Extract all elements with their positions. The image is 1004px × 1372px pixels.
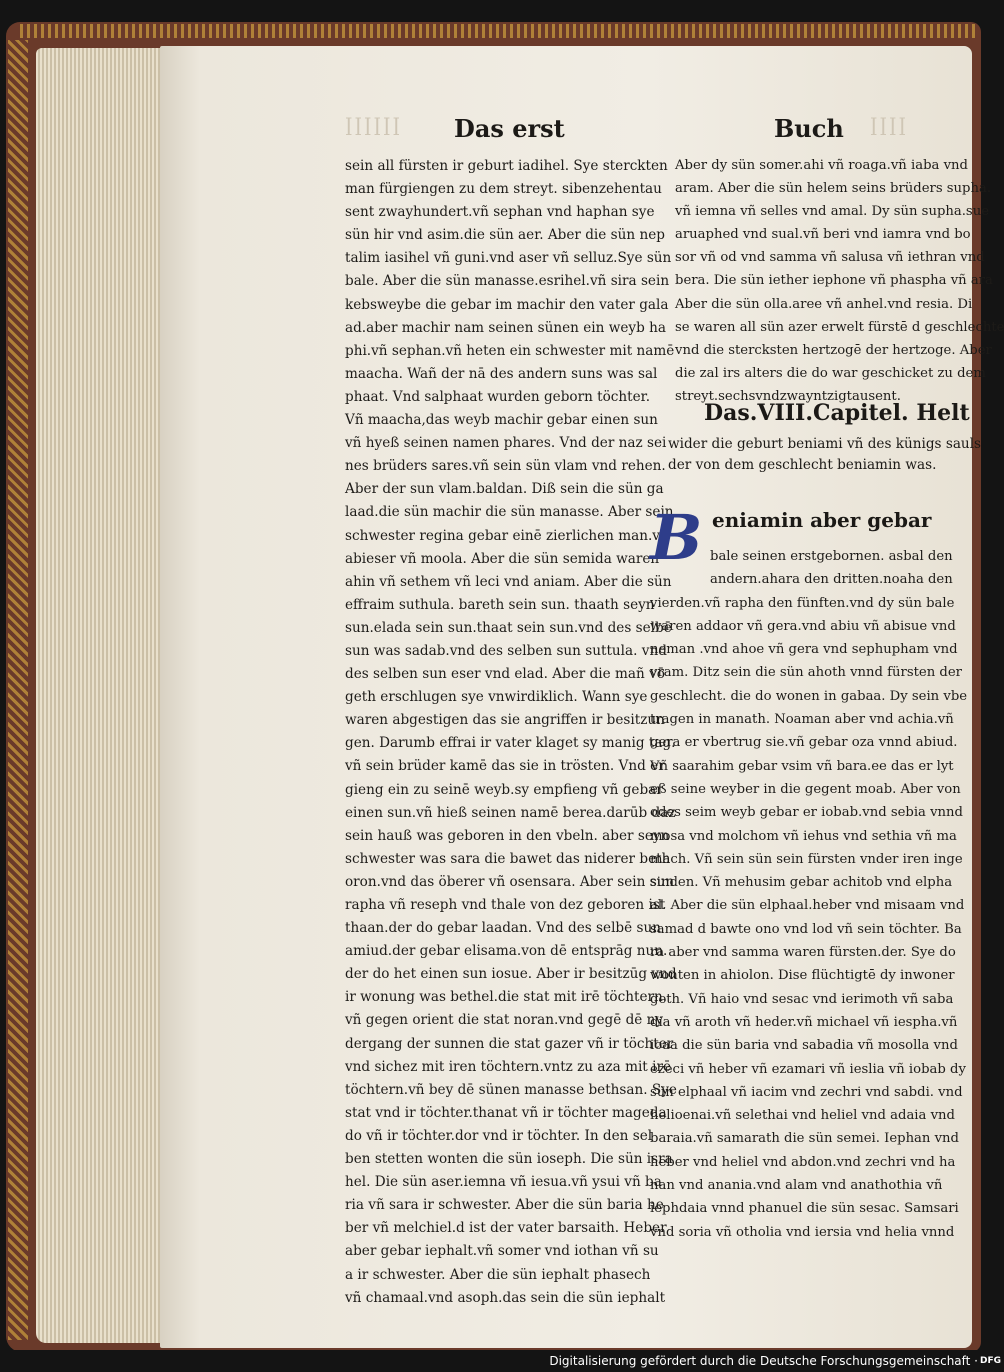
text-line: wider die geburt beniami vñ des künigs sauls — [668, 436, 982, 452]
show-through-text-left: ꟾꟾꟾꟾꟾꟾ — [345, 118, 403, 140]
text-line: sun was sadab.vnd des selben sun suttula. vnd — [345, 642, 667, 659]
text-line: hel. Die sün aser.iemna vñ iesua.vñ ysui vñ ba — [345, 1174, 662, 1191]
text-line: sün elphaal vñ iacim vnd zechri vnd sabdi. vnd — [650, 1084, 963, 1100]
text-line: töchtern.vñ bey dē sünen manasse bethsan. Sye — [345, 1081, 677, 1098]
text-line: sun.elada sein sun.thaat sein sun.vnd des selbē — [345, 619, 672, 636]
page-edges — [36, 48, 176, 1343]
text-line: amiud.der gebar elisama.von dē entsprāg nun. — [345, 943, 668, 960]
text-line: der do het einen sun iosue. Aber ir besitzūg vnd — [345, 966, 677, 983]
funding-notice: Digitalisierung gefördert durch die Deutsche Forschungsgemeinschaft · — [549, 1354, 978, 1368]
right-text-column-top — [675, 154, 1004, 408]
text-line: talim iasihel vñ guni.vnd aser vñ selluz.Sye sün — [345, 250, 672, 267]
text-line: schwester regina gebar einē zierlichen man.vñ — [345, 527, 669, 544]
text-line: laad.die sün machir die sün manasse. Aber sein — [345, 504, 674, 521]
text-line: sinden. Vñ mehusim gebar achitob vnd elpha — [650, 875, 953, 891]
text-line: waren addaor vñ gera.vnd abiu vñ abisue vnd — [650, 618, 956, 634]
text-line: mosa vnd molchom vñ iehus vnd sethia vñ ma — [650, 828, 957, 844]
text-line: sün hir vnd asim.die sün aer. Aber die sün nep — [345, 227, 665, 244]
text-line: Vñ saarahim gebar vsim vñ bara.ee das er lyt — [650, 758, 954, 774]
text-line: ahin vñ sethem vñ leci vnd aniam. Aber die sün — [345, 573, 672, 590]
text-line: se waren all sün azer erwelt fürstē d geschlechte — [675, 319, 1004, 335]
text-line: ezeci vñ heber vñ ezamari vñ ieslia vñ iobab dy — [650, 1061, 966, 1077]
text-line: sein all fürsten ir geburt iadihel. Sye sterckten — [345, 158, 668, 174]
text-line: vnd sichez mit iren töchtern.vntz zu aza mit irē — [345, 1058, 671, 1075]
running-head-right: Buch — [774, 114, 844, 143]
text-line: geth. Vñ haio vnd sesac vnd ierimoth vñ saba — [650, 991, 954, 1007]
text-line: do vñ ir töchter.dor vnd ir töchter. In den sel — [345, 1127, 653, 1144]
text-line: sent zwayhundert.vñ sephan vnd haphan sye — [345, 204, 655, 221]
text-line: aber gebar iephalt.vñ somer vnd iothan vñ su — [345, 1243, 659, 1260]
text-line: einen sun.vñ hieß seinen namē berea.darūb daz — [345, 804, 676, 821]
text-line: ioaa die sün baria vnd sabadia vñ mosolla vnd — [650, 1038, 958, 1054]
text-line: geth erschlugen sye vnwirdiklich. Wann sye — [345, 689, 648, 706]
text-line: thaan.der do gebar laadan. Vnd des selbē sun — [345, 920, 661, 937]
cover-tooling-top — [20, 24, 975, 38]
text-line: ad.aber machir nam seinen sünen ein weyb ha — [345, 319, 666, 336]
text-line: bale. Aber die sün manasse.esrihel.vñ sira sein — [345, 273, 670, 290]
text-line: helioenai.vñ selethai vnd heliel vnd adaia vnd — [650, 1108, 955, 1124]
text-line: a ir schwester. Aber die sün iephalt phasech — [345, 1266, 651, 1283]
text-line: vñ iemna vñ selles vnd amal. Dy sün supha.sue — [675, 204, 990, 220]
text-line: phaat. Vnd salphaat wurden geborn töchter. — [345, 388, 651, 405]
text-line: bera. Die sün iether iephone vñ phaspha vñ ara — [675, 273, 993, 289]
text-line: tragen in manath. Noaman aber vnd achia.vñ — [650, 712, 954, 728]
chapter-incipit: eniamin aber gebar — [712, 508, 932, 532]
text-line: vnd soria vñ otholia vnd iersia vnd helia vnnd — [650, 1224, 955, 1240]
text-line: eß seine weyber in die gegent moab. Aber von — [650, 781, 961, 797]
chapter-heading: Das.VIII.Capitel. Helt — [704, 400, 970, 426]
text-line: bale seinen erstgebornen. asbal den — [710, 549, 953, 564]
text-line: Vñ maacha,das weyb machir gebar einen sun — [345, 412, 658, 429]
text-line: schwester was sara die bawet das niderer beth — [345, 850, 671, 867]
text-line: vñ gegen orient die stat noran.vnd gegē dē ny — [345, 1012, 664, 1029]
text-line: phi.vñ sephan.vñ heten ein schwester mit namē — [345, 342, 675, 359]
text-line: baraia.vñ samarath die sün semei. Iephan vnd — [650, 1131, 959, 1147]
text-line: nan vnd anania.vnd alam vnd anathothia vñ — [650, 1178, 943, 1194]
text-line: vñ chamaal.vnd asoph.das sein die sün iephalt — [345, 1289, 666, 1306]
text-line: abieser vñ moola. Aber die sün semida waren — [345, 550, 660, 567]
text-line: sor vñ od vnd samma vñ salusa vñ iethran vnd — [675, 250, 985, 266]
text-line: der von dem geschlecht beniamin was. — [668, 457, 937, 473]
decorated-initial: B — [650, 501, 703, 574]
text-line: waren abgestigen das sie angriffen ir besitzun — [345, 712, 665, 729]
text-line: al. Aber die sün elphaal.heber vnd misaam vnd — [650, 898, 965, 914]
running-head-left: Das erst — [454, 114, 565, 143]
left-text-column — [345, 155, 677, 1310]
text-line: sein hauß was geboren in den vbeln. aber seyn — [345, 827, 670, 844]
text-line: vñ sein brüder kamē das sie in trösten. Vnd er — [345, 758, 665, 775]
text-line: andern.ahara den dritten.noaha den — [710, 572, 953, 588]
text-line: Aber der sun vlam.baldan. Diß sein die sün ga — [345, 481, 664, 498]
text-line: Aber die sün olla.aree vñ anhel.vnd resia. Di — [675, 296, 973, 312]
text-line: man fürgiengen zu dem streyt. sibenzehentau — [345, 181, 662, 198]
text-line: heber vnd heliel vnd abdon.vnd zechri vnd ha — [650, 1154, 956, 1170]
text-line: wonten in ahiolon. Dise flüchtigtē dy inwoner — [650, 968, 955, 984]
text-line: vnd die stercksten hertzogē der hertzoge. Aber — [675, 342, 992, 358]
text-line: gen. Darumb effrai ir vater klaget sy manig tag. — [345, 735, 676, 752]
text-line: oron.vnd das öberer vñ osensara. Aber sein sun — [345, 873, 675, 890]
text-line: ra aber vnd samma waren fürsten.der. Sye do — [650, 945, 956, 961]
text-line: kebsweybe die gebar im machir den vater gala — [345, 296, 669, 313]
text-line: nes brüders sares.vñ sein sün vlam vnd rehen. — [345, 458, 666, 475]
text-line: effraim suthula. bareth sein sun. thaath seyn — [345, 596, 655, 613]
text-line: ber vñ melchiel.d ist der vater barsaith. Heber — [345, 1220, 667, 1237]
text-line: stat vnd ir töchter.thanat vñ ir töchter mageda — [345, 1104, 667, 1121]
text-line: rapha vñ reseph vnd thale von dez geboren ist — [345, 897, 666, 913]
text-line: vñ hyeß seinen namen phares. Vnd der naz sei — [345, 435, 667, 452]
footer-bar — [0, 1350, 1000, 1372]
text-line: ria vñ sara ir schwester. Aber die sün baria he — [345, 1197, 664, 1214]
text-line: geschlecht. die do wonen in gabaa. Dy sein vbe — [650, 688, 968, 704]
text-line: odes seim weyb gebar er iobab.vnd sebia vnnd — [650, 805, 963, 821]
text-line: die zal irs alters die do war geschicket zu dem — [675, 365, 986, 381]
text-line: vram. Ditz sein die sün ahoth vnnd fürsten der — [650, 665, 962, 681]
text-line: streyt.sechsvndzwayntzigtausent. — [675, 388, 901, 404]
text-line: vierden.vñ rapha den fünften.vnd dy sün bale — [650, 595, 955, 611]
text-line: iephdaia vnnd phanuel die sün sesac. Samsari — [650, 1201, 959, 1217]
text-line: gera er vbertrug sie.vñ gebar oza vnnd abiud. — [650, 735, 958, 751]
right-text-column-bottom — [650, 545, 968, 1244]
dfg-logo: DFG — [980, 1356, 1002, 1366]
text-line: ir wonung was bethel.die stat mit irē töchtern. — [345, 989, 668, 1006]
text-line: neman .vnd ahoe vñ gera vnd sephupham vnd — [650, 642, 958, 658]
text-line: des selben sun eser vnd elad. Aber die mañ vō — [345, 666, 665, 683]
text-line: aram. Aber die sün helem seins brüders supha. — [675, 181, 992, 197]
text-line: ben stetten wonten die sün ioseph. Die sün isra — [345, 1151, 673, 1168]
text-line: dergang der sunnen die stat gazer vñ ir töchter — [345, 1035, 674, 1052]
text-line: Aber dy sün somer.ahi vñ roaga.vñ iaba vnd — [675, 158, 968, 173]
show-through-text-right: ꟾꟾꟾꟾ — [870, 118, 909, 140]
chapter-subheading — [668, 434, 981, 476]
text-line: aruaphed vnd sual.vñ beri vnd iamra vnd bo — [675, 227, 971, 243]
text-line: gieng ein zu seinē weyb.sy empfieng vñ gebar — [345, 781, 663, 798]
text-line: dia vñ aroth vñ heder.vñ michael vñ iespha.vñ — [650, 1014, 958, 1030]
text-line: mach. Vñ sein sün sein fürsten vnder iren inge — [650, 851, 963, 867]
text-line: samad d bawte ono vnd lod vñ sein töchter. Ba — [650, 921, 962, 937]
text-line: maacha. Wañ der nā des andern suns was sal — [345, 365, 658, 382]
cover-tooling-left — [8, 40, 28, 1340]
